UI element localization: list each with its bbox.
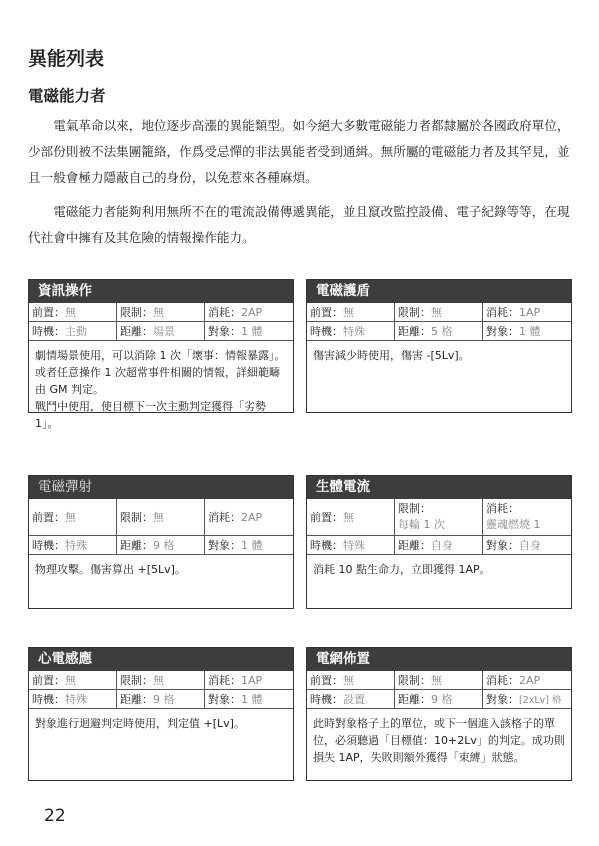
card-description: 此時對象格子上的單位，或下一個進入該格子的單位，必須聽過「目標值：10+2Lv」的判定。成功則損失 1AP，失敗則額外獲得「束縛」狀態。 [313,717,565,764]
ability-card-info-manipulation [28,279,294,430]
card-title: 資訊操作 [29,280,293,303]
card-title: 心電感應 [29,648,293,671]
timing-cell: 時機： 設置 [307,690,395,709]
limit-cell: 限制： 無 [117,499,205,536]
card-title: 電磁彈射 [29,476,293,499]
target-cell: 對象： 自身 [483,536,571,555]
range-cell: 距離： 自身 [395,536,483,555]
limit-cell: 限制： 無 [395,303,483,322]
timing-cell: 時機： 主動 [29,322,117,341]
target-cell: 對象： 1 體 [205,536,293,555]
limit-cell: 限制： 無 [117,671,205,690]
page-heading: 異能列表 [28,48,105,70]
pre-cell: 前置： 無 [307,499,395,536]
cost-cell: 消耗： 1AP [205,671,293,690]
timing-cell: 時機： 特殊 [29,690,117,709]
page-number: 22 [44,806,66,826]
range-cell: 距離： 9 格 [117,690,205,709]
ability-card-net-setup [306,647,572,781]
target-cell: 對象： 1 體 [205,690,293,709]
range-cell: 距離： 9 格 [395,690,483,709]
limit-cell: 限制： 每輪 1 次 [395,499,483,536]
cost-cell: 消耗： 2AP [205,303,293,322]
limit-cell: 限制： 無 [117,303,205,322]
card-description: 消耗 10 點生命力，立即獲得 1AP。 [313,563,491,576]
pre-cell: 前置： 無 [307,671,395,690]
ability-paragraph: 電磁能力者能夠利用無所不在的電流設備傳遞異能，並且竄改監控設備、電子紀錄等等，在現代社會中擁有及其危險的情報操作能力。 [28,204,570,245]
card-description: 傷害減少時使用，傷害 -[5Lv]。 [313,349,470,362]
range-cell: 距離： 場景 [117,322,205,341]
limit-cell: 限制： 無 [395,671,483,690]
cost-cell: 消耗： 1AP [483,303,571,322]
timing-cell: 時機： 特殊 [307,536,395,555]
cost-cell: 消耗： 靈魂燃燒 1 [483,499,571,536]
cost-cell: 消耗： 2AP [483,671,571,690]
intro-paragraph: 電氣革命以來，地位逐步高漲的異能類型。如今絕大多數電磁能力者都隸屬於各國政府單位，少部份則被不法集團籠絡，作爲受忌憚的非法異能者受到通緝。無所屬的電磁能力者及其罕見，並且一般會極力隱蔽自己的身份，以免惹來各種麻煩。 [28,118,570,185]
target-cell: 對象： 1 體 [483,322,571,341]
ability-card-em-shield [306,279,572,413]
target-cell: 對象： [2xLv] 格 [483,690,571,709]
card-title: 生體電流 [307,476,571,499]
timing-cell: 時機： 特殊 [307,322,395,341]
ability-card-em-launch [28,475,294,609]
card-title: 電磁護盾 [307,280,571,303]
pre-cell: 前置： 無 [29,303,117,322]
section-heading: 電磁能力者 [28,87,106,105]
ability-card-telepathy [28,647,294,781]
card-description: 物理攻擊。傷害算出 +[5Lv]。 [35,563,186,576]
card-title: 電網佈置 [307,648,571,671]
ability-card-bio-current [306,475,572,609]
range-cell: 距離： 9 格 [117,536,205,555]
card-description: 對象進行迴避判定時使用，判定值 +[Lv]。 [35,717,245,730]
pre-cell: 前置： 無 [29,499,117,536]
range-cell: 距離： 5 格 [395,322,483,341]
pre-cell: 前置： 無 [29,671,117,690]
card-description: 劇情場景使用，可以消除 1 次「壞事：情報暴露」。或者任意操作 1 次超常事件相關的情報，詳細範疇由 GM 判定。 戰鬥中使用，使目標下一次主動判定獲得「劣勢 1」。 [35,349,286,430]
pre-cell: 前置： 無 [307,303,395,322]
cost-cell: 消耗： 2AP [205,499,293,536]
timing-cell: 時機： 特殊 [29,536,117,555]
target-cell: 對象： 1 體 [205,322,293,341]
